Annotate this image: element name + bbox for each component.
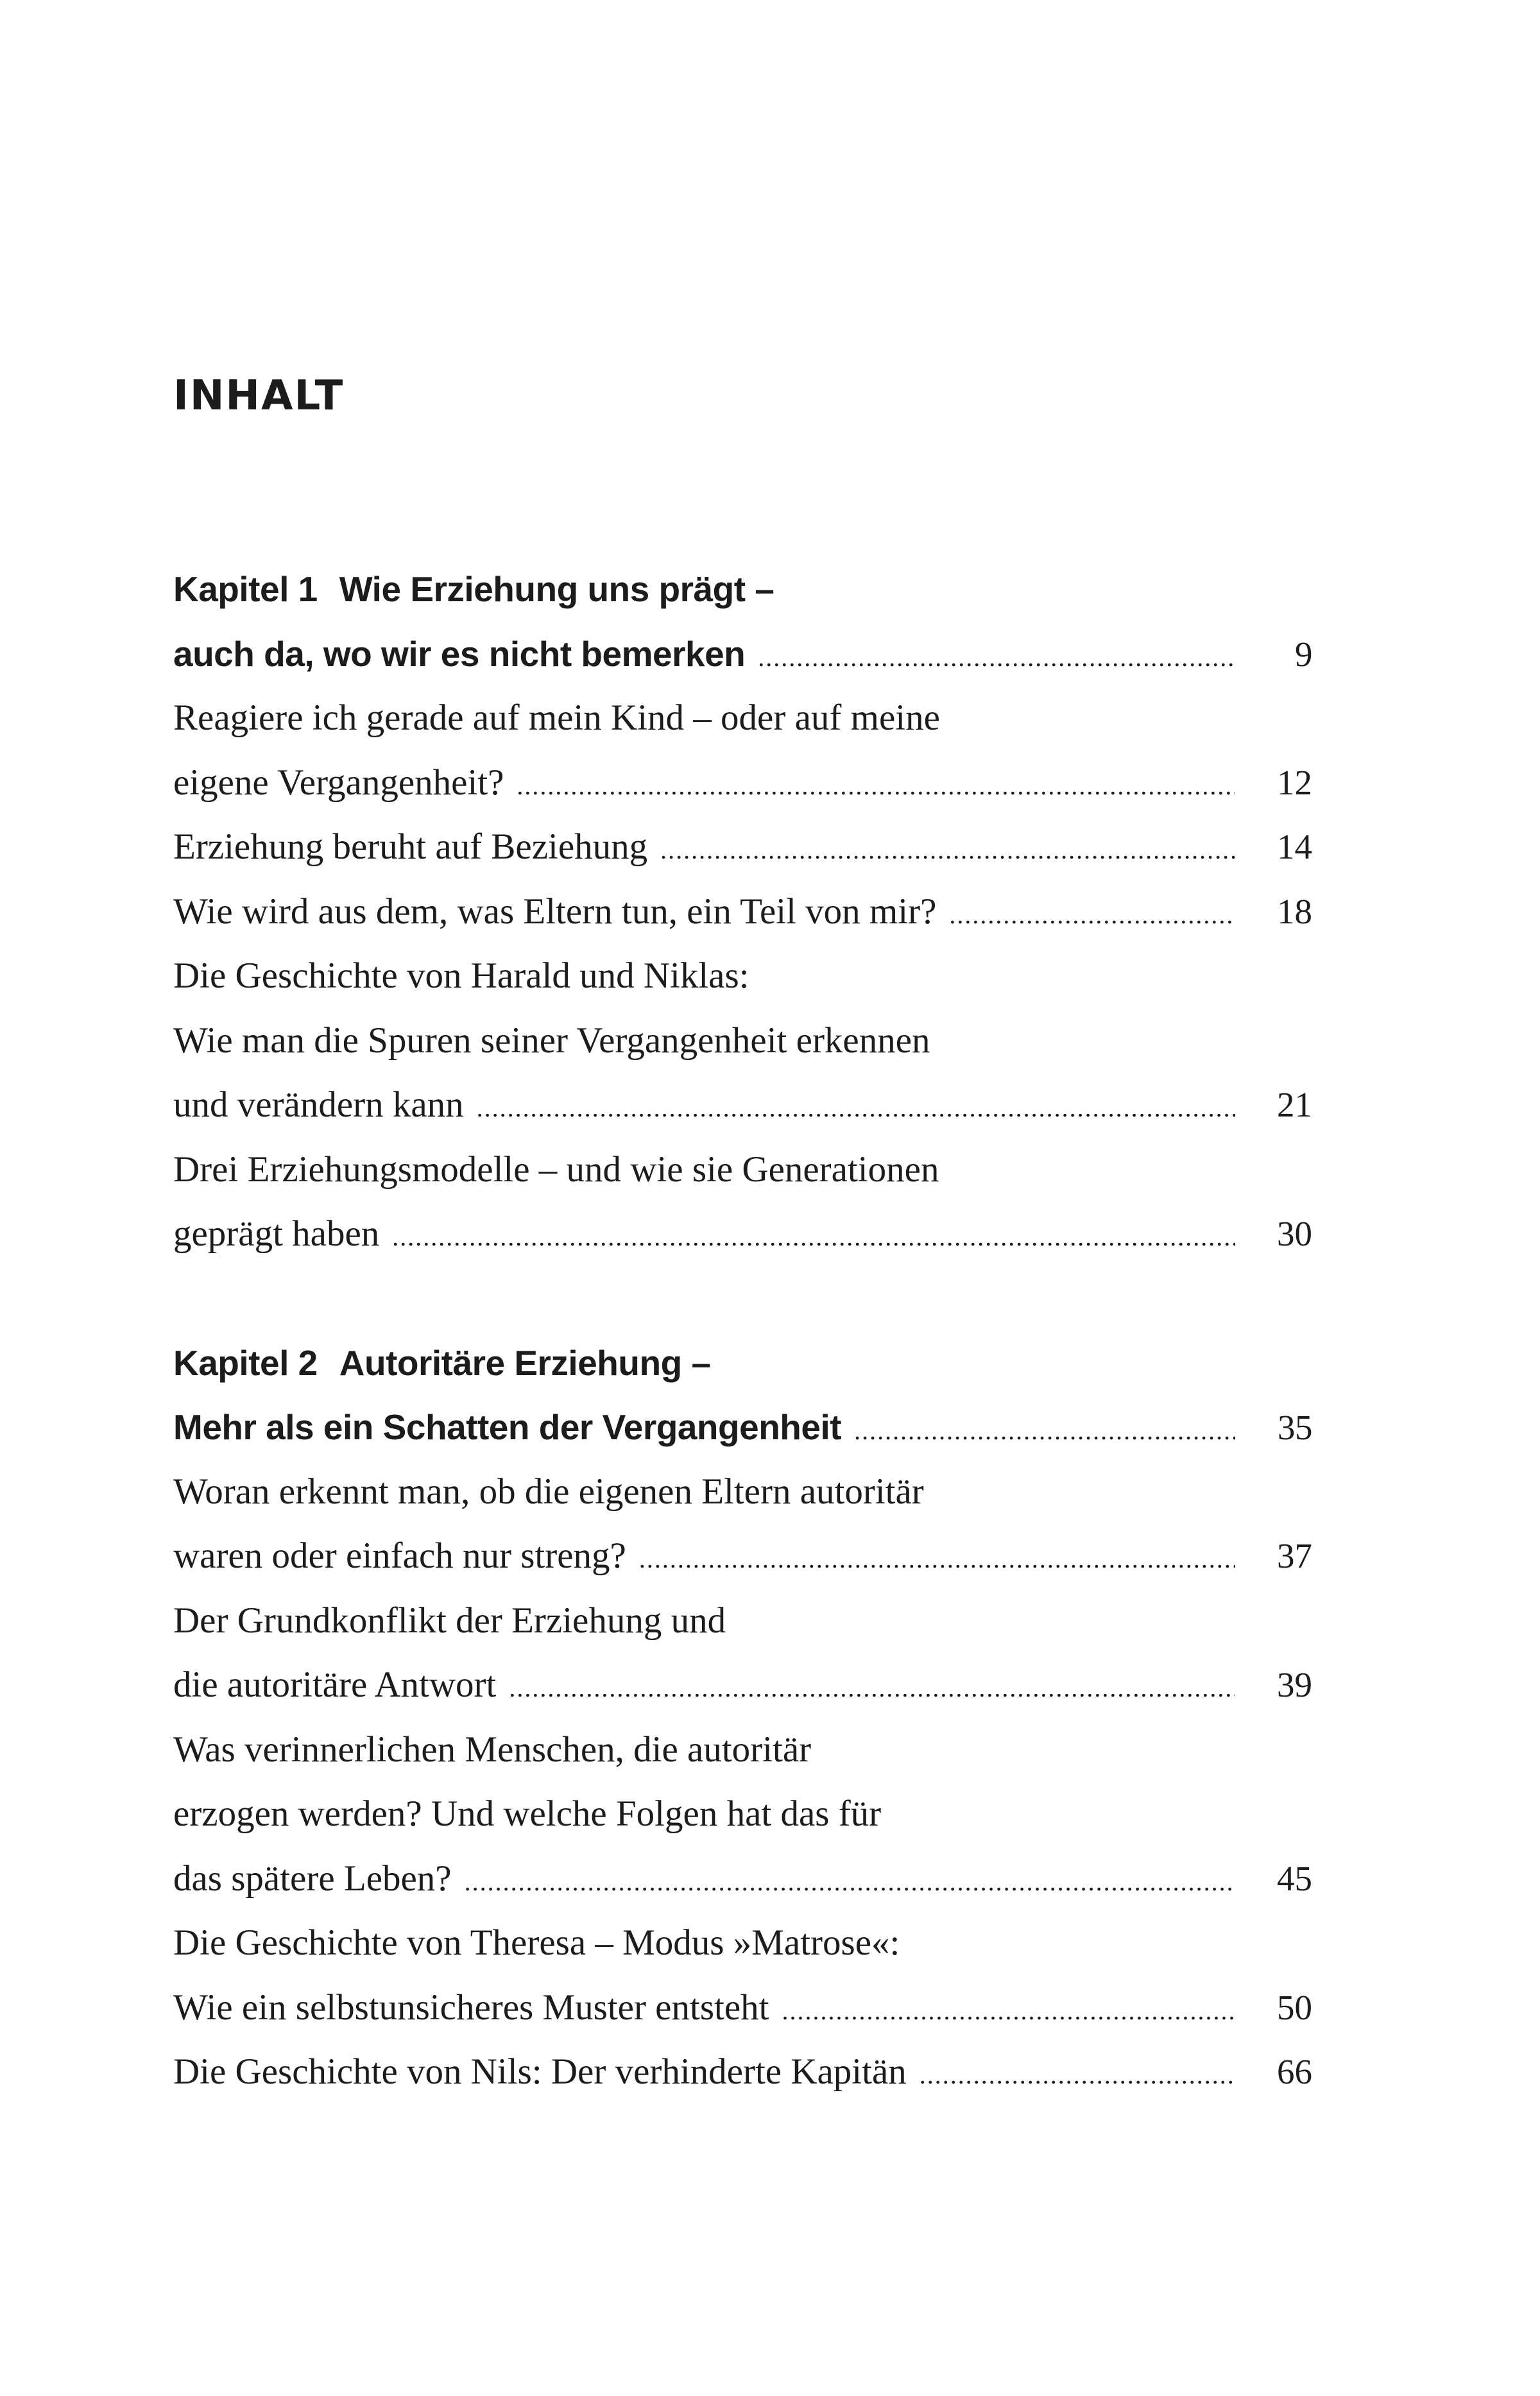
toc-entry[interactable]: [173, 1460, 1312, 1589]
chapter-heading[interactable]: [173, 557, 1312, 622]
entry-line: Wie man die Spuren seiner Vergangenheit erkennen: [173, 1020, 930, 1061]
dot-leader: [509, 1656, 1235, 1721]
page-number: 12: [1277, 762, 1312, 802]
page-number: 45: [1277, 1858, 1312, 1898]
entry-line: Wie wird aus dem, was Eltern tun, ein Teil von mir?: [173, 891, 937, 932]
page-number: 14: [1277, 827, 1312, 866]
toc-entry[interactable]: [173, 1911, 1312, 2040]
dot-leader: [782, 1979, 1235, 2044]
entry-line: und verändern kann: [173, 1084, 464, 1125]
entry-line: Die Geschichte von Theresa – Modus »Matrose«:: [173, 1922, 900, 1963]
entry-line: Die Geschichte von Nils: Der verhinderte Kapitän: [173, 2051, 907, 2092]
dot-leader: [949, 883, 1235, 948]
entry-line: das spätere Leben?: [173, 1858, 452, 1899]
entry-line: Die Geschichte von Harald und Niklas:: [173, 955, 749, 996]
page-number: 35: [1278, 1408, 1312, 1447]
toc-entry[interactable]: [173, 880, 1312, 945]
dot-leader: [920, 2043, 1235, 2108]
toc-entry[interactable]: [173, 686, 1312, 815]
entry-line: die autoritäre Antwort: [173, 1664, 497, 1705]
entry-line: erzogen werden? Und welche Folgen hat das für: [173, 1793, 882, 1834]
chapter-2: [173, 1331, 1312, 2105]
entry-line: Erziehung beruht auf Beziehung: [173, 826, 648, 867]
page-title: INHALT: [173, 372, 345, 420]
toc-entry[interactable]: [173, 944, 1312, 1138]
toc-entry[interactable]: [173, 1138, 1312, 1267]
page-number: 30: [1277, 1214, 1312, 1253]
page-number: 66: [1277, 2052, 1312, 2091]
dot-leader: [639, 1527, 1235, 1592]
entry-line: Der Grundkonflikt der Erziehung und: [173, 1600, 726, 1641]
entry-line: Reagiere ich gerade auf mein Kind – oder auf meine: [173, 697, 940, 738]
page-number: 39: [1277, 1665, 1312, 1704]
chapter-heading-end[interactable]: [173, 622, 1312, 687]
dot-leader: [517, 754, 1235, 819]
toc-entry[interactable]: [173, 815, 1312, 880]
entry-line: eigene Vergangenheit?: [173, 762, 504, 803]
chapter-title: Wie Erziehung uns prägt –: [339, 569, 774, 609]
page-number: 37: [1277, 1536, 1312, 1575]
entry-line: waren oder einfach nur streng?: [173, 1536, 626, 1576]
entry-line: Was verinnerlichen Menschen, die autoritär: [173, 1729, 812, 1770]
chapter-title: Mehr als ein Schatten der Vergangenheit: [173, 1407, 842, 1447]
chapter-heading-end[interactable]: [173, 1395, 1312, 1460]
toc-entry[interactable]: [173, 1589, 1312, 1718]
chapter-1: [173, 557, 1312, 1267]
chapter-title: Autoritäre Erziehung –: [339, 1342, 711, 1383]
dot-leader: [392, 1205, 1235, 1270]
dot-leader: [854, 1399, 1235, 1464]
page-number: 21: [1277, 1085, 1312, 1124]
dot-leader: [660, 818, 1235, 883]
entry-line: Drei Erziehungsmodelle – und wie sie Generationen: [173, 1149, 939, 1190]
page-number: 18: [1277, 891, 1312, 931]
page-number: 50: [1277, 1987, 1312, 2027]
entry-line: Woran erkennt man, ob die eigenen Eltern autoritär: [173, 1471, 924, 1512]
chapter-label: Kapitel 2: [173, 1342, 318, 1383]
entry-line: geprägt haben: [173, 1213, 380, 1254]
dot-leader: [477, 1076, 1235, 1141]
page-number: 9: [1295, 634, 1312, 674]
chapter-label: Kapitel 1: [173, 569, 318, 609]
toc-entry[interactable]: [173, 2040, 1312, 2105]
table-of-contents: [173, 557, 1312, 2105]
entry-line: Wie ein selbstunsicheres Muster entsteht: [173, 1987, 769, 2028]
chapter-heading[interactable]: [173, 1331, 1312, 1396]
dot-leader: [465, 1850, 1235, 1915]
toc-entry[interactable]: [173, 1718, 1312, 1912]
chapter-title: auch da, wo wir es nicht bemerken: [173, 633, 746, 674]
dot-leader: [758, 626, 1235, 690]
